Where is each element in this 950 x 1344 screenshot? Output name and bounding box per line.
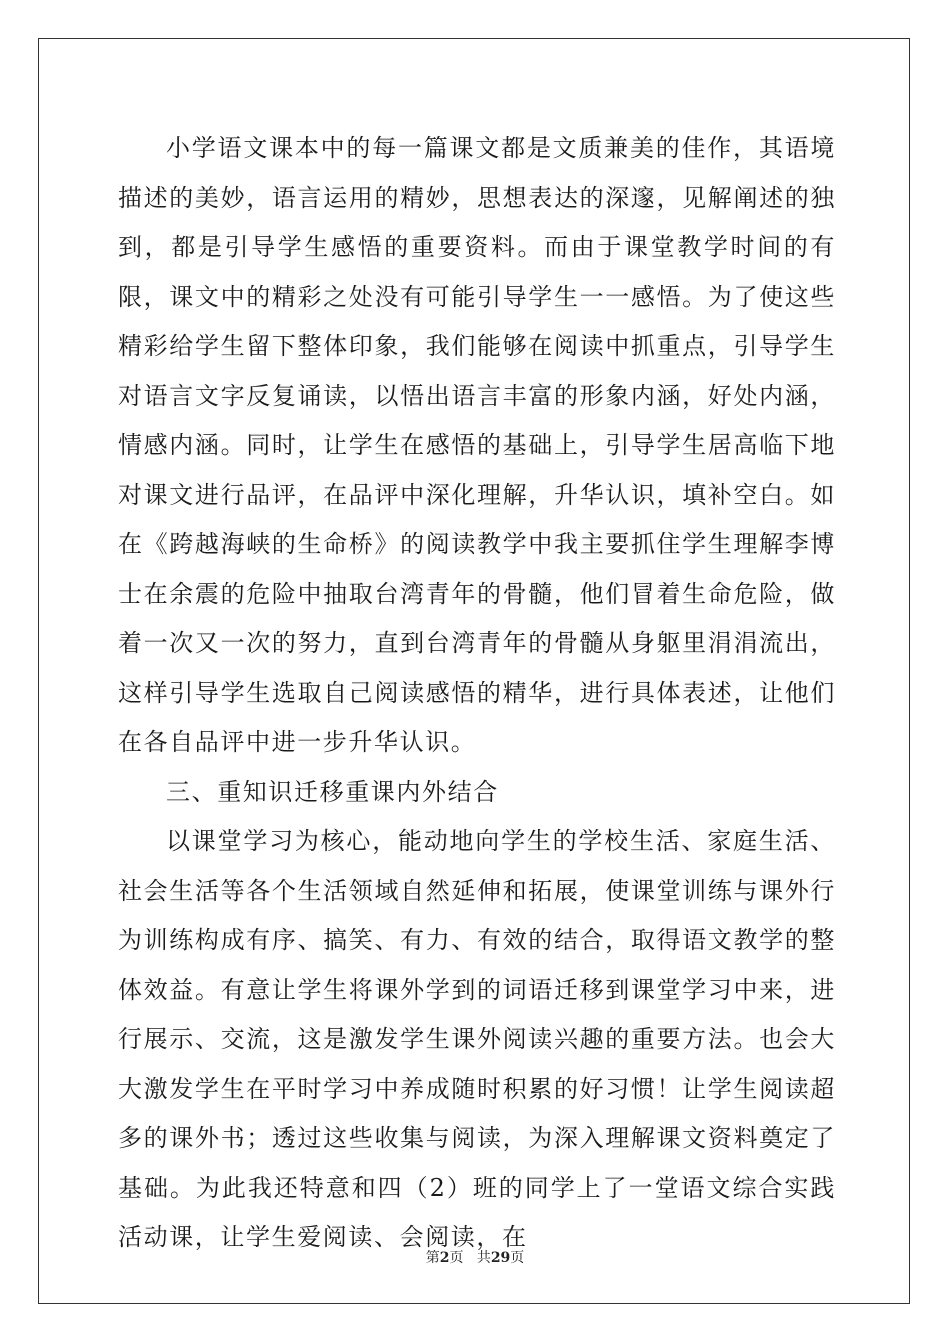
footer-total-suffix: 页	[510, 1250, 525, 1266]
footer-page-suffix: 页	[449, 1250, 464, 1266]
section-heading: 三、重知识迁移重课内外结合	[166, 777, 499, 806]
footer-page-prefix: 第	[425, 1250, 440, 1266]
page-footer	[0, 1247, 950, 1267]
footer-total-pages: 29	[490, 1250, 511, 1266]
footer-total-prefix: 共	[476, 1250, 491, 1266]
document-body	[118, 124, 836, 1263]
paragraph-2: 以课堂学习为核心，能动地向学生的学校生活、家庭生活、社会生活等各个生活领域自然延伸和拓展，使课堂训练与课外行为训练构成有序、搞笑、有力、有效的结合，取得语文教学的整体效益。有意让学生将课外学到的词语迁移到课堂学习中来，进行展示、交流，这是激发学生课外阅读兴趣的重要方法。也会大大激发学生在平时学习中养成随时积累的好习惯！让学生阅读超多的课外书；透过这些收集与阅读，为深入理解课文资料奠定了基础。为此我还特意和四（2）班的同学上了一堂语文综合实践活动课，让学生爱阅读、会阅读，在	[118, 827, 836, 1251]
footer-page-number: 2	[439, 1250, 450, 1266]
paragraph-1: 小学语文课本中的每一篇课文都是文质兼美的佳作，其语境描述的美妙，语言运用的精妙，思想表达的深邃，见解阐述的独到，都是引导学生感悟的重要资料。而由于课堂教学时间的有限，课文中的精彩之处没有可能引导学生一一感悟。为了使这些精彩给学生留下整体印象，我们能够在阅读中抓重点，引导学生对语言文字反复诵读，以悟出语言丰富的形象内涵，好处内涵，情感内涵。同时，让学生在感悟的基础上，引导学生居高临下地对课文进行品评，在品评中深化理解，升华认识，填补空白。如在《跨越海峡的生命桥》的阅读教学中我主要抓住学生理解李博士在余震的危险中抽取台湾青年的骨髓，他们冒着生命危险，做着一次又一次的努力，直到台湾青年的骨髓从身躯里涓涓流出，这样引导学生选取自己阅读感悟的精华，进行具体表述，让他们在各自品评中进一步升华认识。	[118, 134, 836, 756]
